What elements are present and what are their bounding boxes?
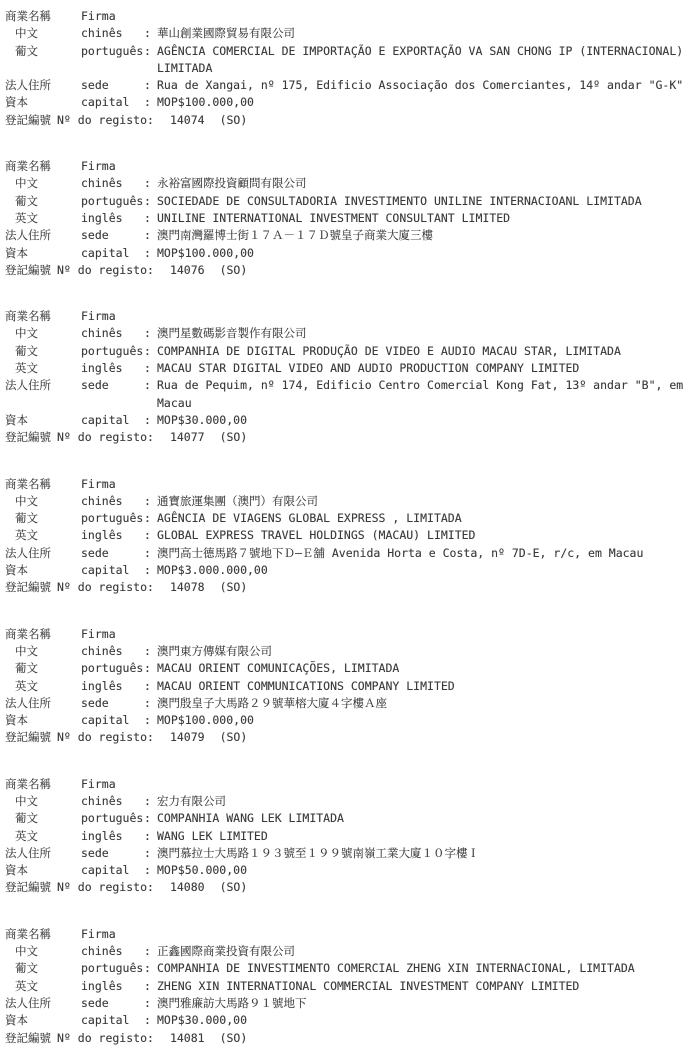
colon: : <box>144 78 151 93</box>
english-name-value: GLOBAL EXPRESS TRAVEL HOLDINGS (MACAU) LIMITED <box>157 528 476 543</box>
capital-value: MOP$50.000,00 <box>157 863 248 878</box>
colon: : <box>144 26 151 41</box>
registry-label-zh: 登記編號 <box>5 112 51 127</box>
firm-label-zh: 商業名稱 <box>5 476 51 491</box>
registry-code: (SO) <box>219 880 248 895</box>
portuguese-name-value: AGÊNCIA DE VIAGENS GLOBAL EXPRESS , LIMITADA <box>157 511 462 526</box>
firm-label-pt: Firma <box>81 159 116 174</box>
english-name-row <box>5 527 693 544</box>
registry-label-zh: 登記編號 <box>5 430 51 445</box>
colon: : <box>144 995 151 1010</box>
registry-label-pt: Nº do registo: <box>57 730 154 745</box>
portuguese-label-pt: português <box>81 43 144 58</box>
chinese-name-row <box>5 793 693 810</box>
capital-label-pt: capital <box>81 1013 130 1028</box>
capital-label-pt: capital <box>81 713 130 728</box>
seat-label-pt: sede <box>81 378 109 393</box>
portuguese-name-row <box>5 510 693 527</box>
portuguese-name-value: AGÊNCIA COMERCIAL DE IMPORTAÇÃO E EXPORTAÇÃO VA SAN CHONG IP (INTERNACIONAL) LIMITADA <box>157 43 684 75</box>
seat-value: 澳門慕拉士大馬路１９３號至１９９號南嶺工業大廈１０字樓Ｉ <box>157 845 479 860</box>
portuguese-name-row <box>5 810 693 827</box>
english-label-pt: inglês <box>81 528 123 543</box>
seat-label-pt: sede <box>81 995 109 1010</box>
portuguese-name-row <box>5 960 693 977</box>
capital-value: MOP$30.000,00 <box>157 412 248 427</box>
seat-row <box>5 845 693 862</box>
firm-header-row <box>5 776 693 793</box>
registry-number-row <box>5 1030 693 1047</box>
colon: : <box>144 793 151 808</box>
capital-label-zh: 資本 <box>5 245 28 260</box>
seat-label-pt: sede <box>81 78 109 93</box>
capital-row <box>5 712 693 729</box>
seat-value: 澳門南灣羅博士街１７Ａ－１７Ｄ號皇子商業大廈三樓 <box>157 228 433 243</box>
colon: : <box>144 863 151 878</box>
colon: : <box>144 811 151 826</box>
seat-label-zh: 法人住所 <box>5 695 51 710</box>
firm-label-pt: Firma <box>81 926 116 941</box>
registry-label-pt: Nº do registo: <box>57 112 154 127</box>
capital-row <box>5 94 693 111</box>
registry-record <box>5 626 693 747</box>
chinese-label-pt: chinês <box>81 793 123 808</box>
colon: : <box>144 326 151 341</box>
english-label-zh: 英文 <box>15 978 38 993</box>
registry-number-row <box>5 429 693 446</box>
seat-label-zh: 法人住所 <box>5 228 51 243</box>
seat-label-zh: 法人住所 <box>5 78 51 93</box>
portuguese-label-zh: 葡文 <box>15 811 38 826</box>
firm-label-zh: 商業名稱 <box>5 9 51 23</box>
portuguese-label-pt: português <box>81 661 144 676</box>
colon: : <box>144 545 151 560</box>
english-label-zh: 英文 <box>15 528 38 543</box>
registry-code: (SO) <box>219 730 248 745</box>
capital-label-pt: capital <box>81 95 130 110</box>
registry-label-zh: 登記編號 <box>5 730 51 745</box>
colon: : <box>144 361 151 376</box>
colon: : <box>144 95 151 110</box>
english-name-value: MACAU ORIENT COMMUNICATIONS COMPANY LIMITED <box>157 678 455 693</box>
capital-row <box>5 562 693 579</box>
registry-label-pt: Nº do registo: <box>57 1030 154 1045</box>
seat-row <box>5 545 693 562</box>
portuguese-label-pt: português <box>81 343 144 358</box>
seat-value: Rua de Xangai, nº 175, Edificio Associação dos Comerciantes, 14º andar "G-K" <box>157 78 684 93</box>
chinese-label-zh: 中文 <box>15 493 38 508</box>
registry-code: (SO) <box>219 430 248 445</box>
portuguese-label-pt: português <box>81 811 144 826</box>
chinese-name-value: 通寶旅運集團（澳門）有限公司 <box>157 493 318 508</box>
capital-label-pt: capital <box>81 245 130 260</box>
seat-row <box>5 227 693 244</box>
portuguese-name-row <box>5 343 693 360</box>
portuguese-name-row <box>5 43 693 78</box>
capital-label-pt: capital <box>81 863 130 878</box>
registry-number-row <box>5 879 693 896</box>
registry-number-row <box>5 262 693 279</box>
chinese-label-zh: 中文 <box>15 793 38 808</box>
portuguese-label-pt: português <box>81 961 144 976</box>
chinese-name-row <box>5 175 693 192</box>
registry-code: (SO) <box>219 262 248 277</box>
seat-row <box>5 995 693 1012</box>
portuguese-label-pt: português <box>81 193 144 208</box>
capital-value: MOP$100.000,00 <box>157 95 254 110</box>
seat-value: 澳門殷皇子大馬路２９號華榕大廈４字樓Ａ座 <box>157 695 387 710</box>
firm-label-pt: Firma <box>81 626 116 641</box>
firm-label-pt: Firma <box>81 309 116 324</box>
capital-label-zh: 資本 <box>5 563 28 578</box>
firm-label-zh: 商業名稱 <box>5 926 51 941</box>
chinese-label-pt: chinês <box>81 326 123 341</box>
firm-label-zh: 商業名稱 <box>5 776 51 791</box>
capital-label-zh: 資本 <box>5 863 28 878</box>
portuguese-label-zh: 葡文 <box>15 511 38 526</box>
chinese-name-value: 華山創業國際貿易有限公司 <box>157 26 295 41</box>
portuguese-name-value: COMPANHIA WANG LEK LIMITADA <box>157 811 344 826</box>
colon: : <box>144 845 151 860</box>
chinese-label-zh: 中文 <box>15 944 38 959</box>
capital-label-zh: 資本 <box>5 713 28 728</box>
colon: : <box>144 828 151 843</box>
registry-record <box>5 158 693 279</box>
chinese-label-zh: 中文 <box>15 326 38 341</box>
seat-value: 澳門高士德馬路７號地下Ｄ—Ｅ舖 Avenida Horta e Costa, nº 7D-E, r/c, em Macau <box>157 545 644 560</box>
capital-row <box>5 412 693 429</box>
chinese-label-pt: chinês <box>81 176 123 191</box>
colon: : <box>144 713 151 728</box>
english-name-value: UNILINE INTERNATIONAL INVESTMENT CONSULTANT LIMITED <box>157 210 511 225</box>
registry-number-row <box>5 579 693 596</box>
firm-header-row <box>5 308 693 325</box>
chinese-name-value: 宏力有限公司 <box>157 793 226 808</box>
portuguese-label-zh: 葡文 <box>15 961 38 976</box>
firm-label-zh: 商業名稱 <box>5 626 51 641</box>
chinese-label-pt: chinês <box>81 944 123 959</box>
capital-row <box>5 245 693 262</box>
colon: : <box>144 944 151 959</box>
colon: : <box>144 678 151 693</box>
colon: : <box>144 193 151 208</box>
seat-label-pt: sede <box>81 228 109 243</box>
colon: : <box>144 1013 151 1028</box>
registry-number: 14078 <box>169 580 205 595</box>
registry-number: 14077 <box>169 430 205 445</box>
colon: : <box>144 563 151 578</box>
firm-label-pt: Firma <box>81 476 116 491</box>
registry-number-row <box>5 729 693 746</box>
capital-value: MOP$100.000,00 <box>157 713 254 728</box>
capital-value: MOP$3.000.000,00 <box>157 563 268 578</box>
portuguese-label-zh: 葡文 <box>15 43 38 58</box>
chinese-label-pt: chinês <box>81 493 123 508</box>
english-name-value: MACAU STAR DIGITAL VIDEO AND AUDIO PRODUCTION COMPANY LIMITED <box>157 361 580 376</box>
chinese-label-zh: 中文 <box>15 176 38 191</box>
capital-label-pt: capital <box>81 563 130 578</box>
chinese-name-value: 澳門星數碼影音製作有限公司 <box>157 326 307 341</box>
registry-label-pt: Nº do registo: <box>57 262 154 277</box>
registry-record <box>5 926 693 1047</box>
portuguese-label-zh: 葡文 <box>15 343 38 358</box>
firm-header-row <box>5 476 693 493</box>
english-name-value: ZHENG XIN INTERNATIONAL COMMERCIAL INVESTMENT COMPANY LIMITED <box>157 978 580 993</box>
colon: : <box>144 661 151 676</box>
capital-label-zh: 資本 <box>5 412 28 427</box>
english-name-row <box>5 210 693 227</box>
firm-header-row <box>5 158 693 175</box>
portuguese-label-zh: 葡文 <box>15 661 38 676</box>
registry-record <box>5 308 693 446</box>
colon: : <box>144 511 151 526</box>
colon: : <box>144 961 151 976</box>
registry-number: 14079 <box>169 730 205 745</box>
registry-label-pt: Nº do registo: <box>57 880 154 895</box>
firm-label-zh: 商業名稱 <box>5 309 51 324</box>
seat-label-zh: 法人住所 <box>5 378 51 393</box>
colon: : <box>144 695 151 710</box>
registry-label-zh: 登記編號 <box>5 262 51 277</box>
portuguese-label-pt: português <box>81 511 144 526</box>
chinese-label-zh: 中文 <box>15 26 38 41</box>
english-label-pt: inglês <box>81 678 123 693</box>
registry-label-zh: 登記編號 <box>5 1030 51 1045</box>
capital-label-zh: 資本 <box>5 95 28 110</box>
seat-label-zh: 法人住所 <box>5 995 51 1010</box>
english-name-value: WANG LEK LIMITED <box>157 828 268 843</box>
seat-value: 澳門雅廉訪大馬路９１號地下 <box>157 995 307 1010</box>
seat-label-pt: sede <box>81 545 109 560</box>
colon: : <box>144 643 151 658</box>
capital-row <box>5 1012 693 1029</box>
seat-row <box>5 695 693 712</box>
seat-label-zh: 法人住所 <box>5 545 51 560</box>
registry-code: (SO) <box>219 112 248 127</box>
english-label-zh: 英文 <box>15 210 38 225</box>
portuguese-name-value: SOCIEDADE DE CONSULTADORIA INVESTIMENTO UNILINE INTERNACIOANL LIMITADA <box>157 193 642 208</box>
registry-code: (SO) <box>219 1030 248 1045</box>
seat-label-pt: sede <box>81 695 109 710</box>
colon: : <box>144 228 151 243</box>
english-name-row <box>5 360 693 377</box>
chinese-name-row <box>5 943 693 960</box>
firm-header-row <box>5 8 693 25</box>
colon: : <box>144 378 151 393</box>
registry-number: 14081 <box>169 1030 205 1045</box>
english-label-pt: inglês <box>81 210 123 225</box>
registry-number: 14076 <box>169 262 205 277</box>
chinese-name-value: 永裕富國際投資顧問有限公司 <box>157 176 307 191</box>
english-label-pt: inglês <box>81 361 123 376</box>
portuguese-label-zh: 葡文 <box>15 193 38 208</box>
registry-label-pt: Nº do registo: <box>57 430 154 445</box>
capital-value: MOP$100.000,00 <box>157 245 254 260</box>
english-name-row <box>5 828 693 845</box>
registry-label-pt: Nº do registo: <box>57 580 154 595</box>
colon: : <box>144 412 151 427</box>
registry-number: 14074 <box>169 112 205 127</box>
english-name-row <box>5 678 693 695</box>
portuguese-name-row <box>5 193 693 210</box>
capital-label-pt: capital <box>81 412 130 427</box>
capital-row <box>5 862 693 879</box>
seat-row <box>5 377 693 412</box>
portuguese-name-value: MACAU ORIENT COMUNICAÇÕES, LIMITADA <box>157 661 400 676</box>
registry-label-zh: 登記編號 <box>5 880 51 895</box>
colon: : <box>144 528 151 543</box>
chinese-label-pt: chinês <box>81 26 123 41</box>
colon: : <box>144 210 151 225</box>
registry-record <box>5 8 693 129</box>
portuguese-name-row <box>5 660 693 677</box>
firm-header-row <box>5 626 693 643</box>
registry-record <box>5 476 693 597</box>
colon: : <box>144 343 151 358</box>
seat-label-zh: 法人住所 <box>5 845 51 860</box>
colon: : <box>144 493 151 508</box>
english-name-row <box>5 978 693 995</box>
english-label-pt: inglês <box>81 828 123 843</box>
seat-row <box>5 77 693 94</box>
english-label-pt: inglês <box>81 978 123 993</box>
firm-label-pt: Firma <box>81 776 116 791</box>
registry-code: (SO) <box>219 580 248 595</box>
firm-label-zh: 商業名稱 <box>5 159 51 174</box>
chinese-name-row <box>5 25 693 42</box>
capital-value: MOP$30.000,00 <box>157 1013 248 1028</box>
chinese-name-row <box>5 643 693 660</box>
firm-label-pt: Firma <box>81 9 116 23</box>
registry-number: 14080 <box>169 880 205 895</box>
colon: : <box>144 43 151 58</box>
colon: : <box>144 245 151 260</box>
chinese-label-zh: 中文 <box>15 643 38 658</box>
english-label-zh: 英文 <box>15 678 38 693</box>
chinese-name-value: 澳門東方傳媒有限公司 <box>157 643 272 658</box>
capital-label-zh: 資本 <box>5 1013 28 1028</box>
colon: : <box>144 176 151 191</box>
seat-value: Rua de Pequim, nº 174, Edificio Centro Comercial Kong Fat, 13º andar "B", em Macau <box>157 378 684 410</box>
chinese-name-value: 正鑫國際商業投資有限公司 <box>157 944 295 959</box>
english-label-zh: 英文 <box>15 361 38 376</box>
colon: : <box>144 978 151 993</box>
chinese-name-row <box>5 493 693 510</box>
chinese-name-row <box>5 325 693 342</box>
seat-label-pt: sede <box>81 845 109 860</box>
registry-label-zh: 登記編號 <box>5 580 51 595</box>
firm-header-row <box>5 926 693 943</box>
portuguese-name-value: COMPANHIA DE INVESTIMENTO COMERCIAL ZHENG XIN INTERNACIONAL, LIMITADA <box>157 961 635 976</box>
portuguese-name-value: COMPANHIA DE DIGITAL PRODUÇÃO DE VIDEO E AUDIO MACAU STAR, LIMITADA <box>157 343 621 358</box>
registry-record <box>5 776 693 897</box>
chinese-label-pt: chinês <box>81 643 123 658</box>
english-label-zh: 英文 <box>15 828 38 843</box>
registry-number-row <box>5 112 693 129</box>
